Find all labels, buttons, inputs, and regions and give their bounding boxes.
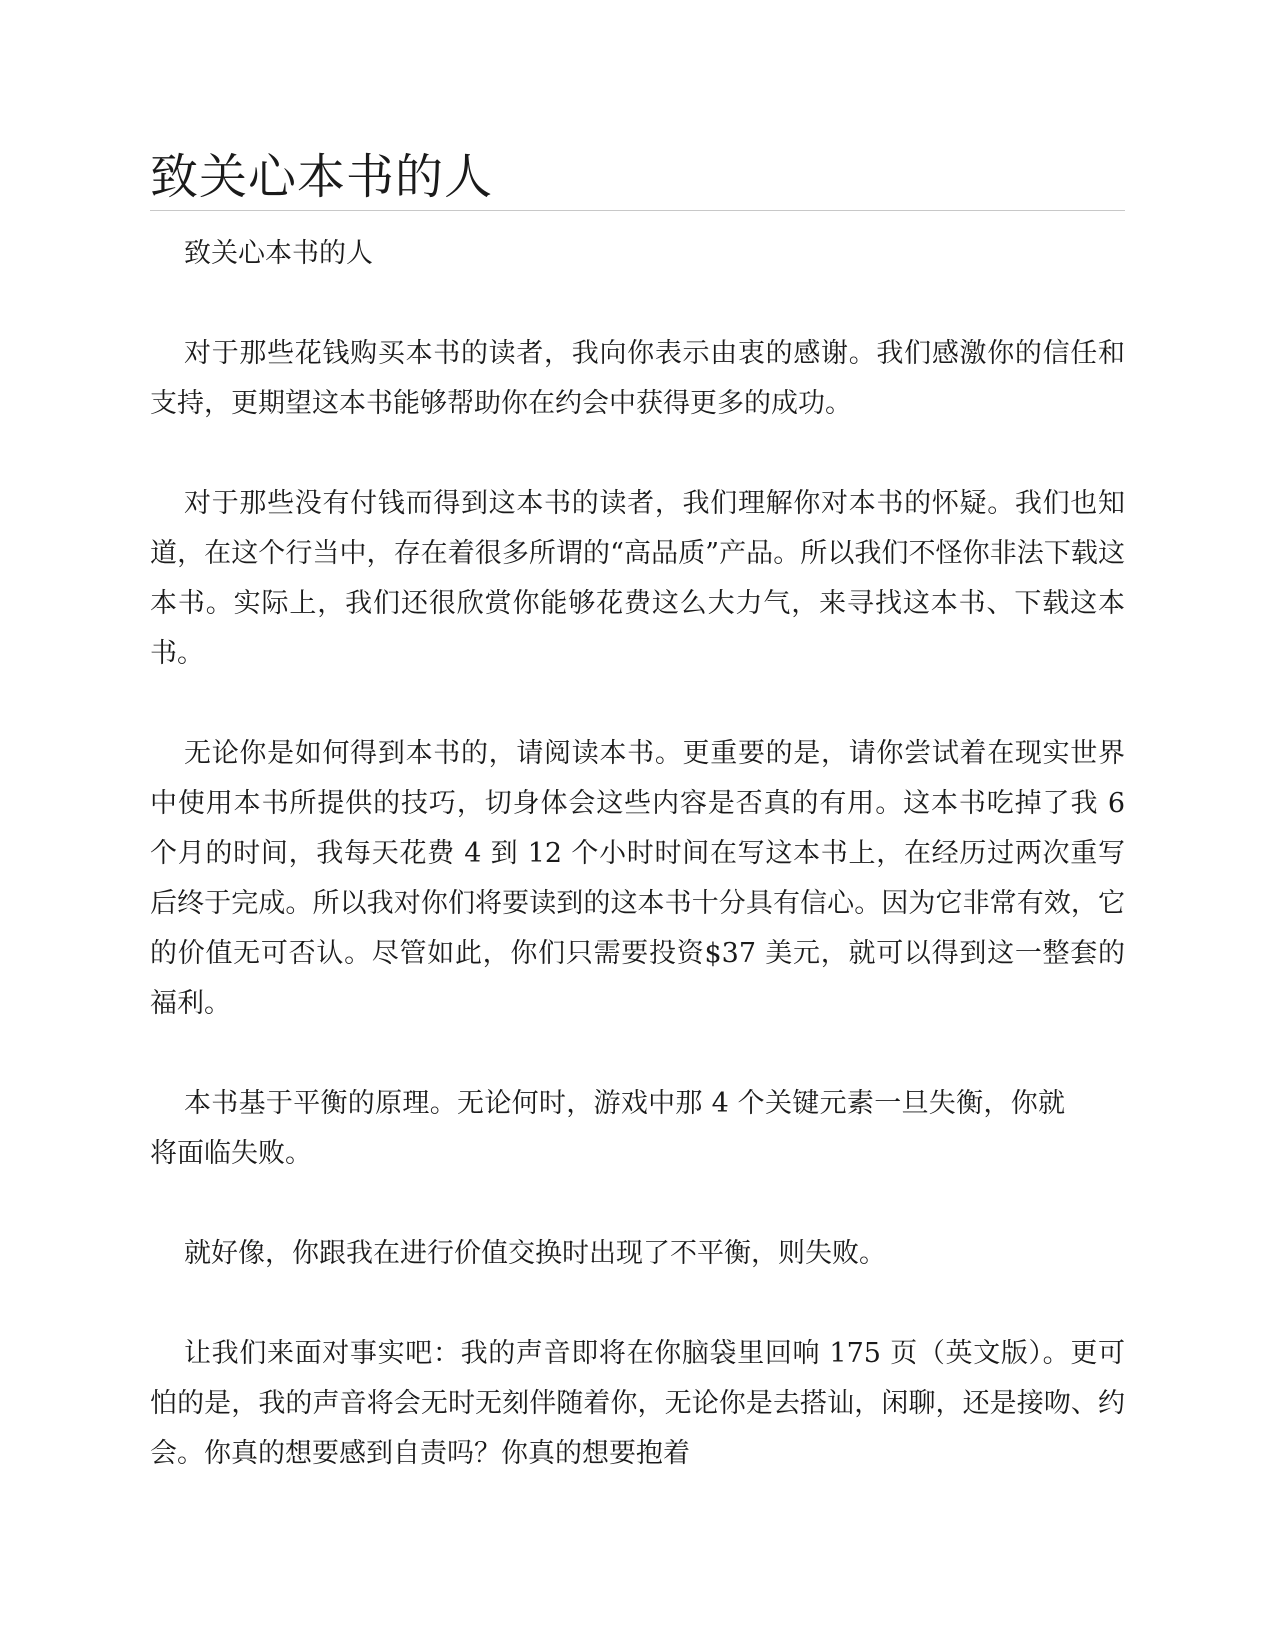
title-divider: [150, 210, 1125, 211]
paragraph-download: 对于那些没有付钱而得到这本书的读者，我们理解你对本书的怀疑。我们也知道，在这个行当中，存在着很多所谓的“高品质”产品。所以我们不怪你非法下载这本书。实际上，我们还很欣赏你能够花费这么大力气，来寻找这本书、下载这本书。: [150, 488, 1125, 669]
paragraph-read: 无论你是如何得到本书的，请阅读本书。更重要的是，请你尝试着在现实世界中使用本书所提供的技巧，切身体会这些内容是否真的有用。这本书吃掉了我 6 个月的时间，我每天花费 4 到 12 个小时时间在写这本书上，在经历过两次重写后终于完成。所以我对你们将要读到的这本书十分具有信心。因为它非常有效，它的价值无可否认。尽管如此，你们只需要投资$37 美元，就可以得到这一整套的福利。: [150, 738, 1125, 1019]
paragraph-facts: 让我们来面对事实吧：我的声音即将在你脑袋里回响 175 页（英文版）。更可怕的是，我的声音将会无时无刻伴随着你，无论你是去搭讪，闲聊，还是接吻、约会。你真的想要感到自责吗？你真的想要抱着: [150, 1338, 1125, 1469]
document-page: [150, 0, 1125, 1650]
paragraph-thanks: 对于那些花钱购买本书的读者，我向你表示由衷的感谢。我们感激你的信任和支持，更期望这本书能够帮助你在约会中获得更多的成功。: [150, 338, 1125, 419]
subtitle-paragraph: 致关心本书的人: [184, 238, 373, 269]
paragraph-exchange: 就好像，你跟我在进行价值交换时出现了不平衡，则失败。: [184, 1238, 886, 1269]
page-title: 致关心本书的人: [150, 149, 494, 205]
paragraph-balance: 本书基于平衡的原理。无论何时，游戏中那 4 个关键元素一旦失衡，你就将面临失败。: [150, 1088, 1065, 1169]
